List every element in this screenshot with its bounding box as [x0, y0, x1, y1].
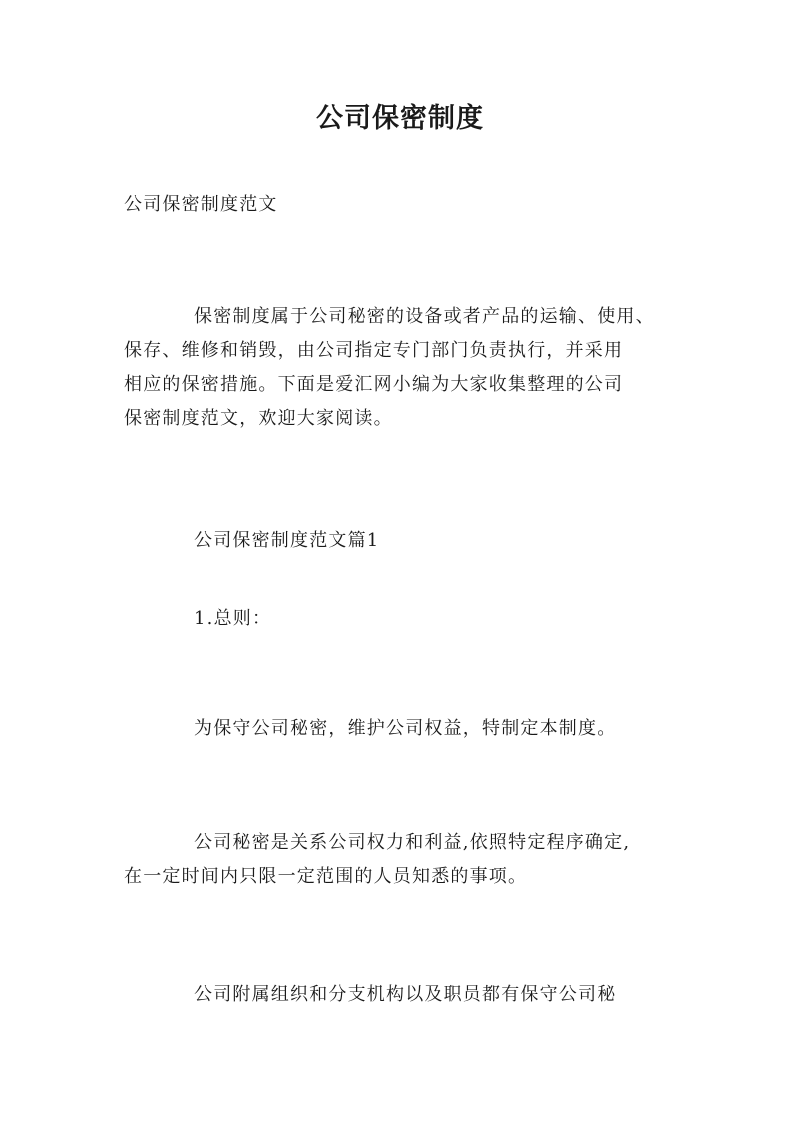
intro-line: 保密制度范文，欢迎大家阅读。 — [124, 408, 393, 429]
definition-line: 在一定时间内只限一定范围的人员知悉的事项。 — [124, 866, 528, 887]
definition-line: 公司秘密是关系公司权力和利益,依照特定程序确定, — [194, 832, 631, 853]
paragraph-purpose: 为保守公司秘密，维护公司权益，特制定本制度。 — [194, 718, 617, 739]
paragraph-definition — [124, 826, 684, 894]
intro-line: 相应的保密措施。下面是爱汇网小编为大家收集整理的公司 — [124, 374, 624, 395]
document-subtitle: 公司保密制度范文 — [124, 194, 278, 215]
intro-paragraph — [124, 300, 684, 436]
section-heading: 公司保密制度范文篇1 — [194, 530, 380, 551]
subsection-heading: 1.总则： — [194, 608, 272, 629]
page-title: 公司保密制度 — [316, 103, 484, 134]
intro-line: 保密制度属于公司秘密的设备或者产品的运输、使用、 — [194, 306, 655, 327]
intro-line: 保存、维修和销毁，由公司指定专门部门负责执行，并采用 — [124, 340, 624, 361]
paragraph-obligation: 公司附属组织和分支机构以及职员都有保守公司秘 — [194, 984, 617, 1005]
